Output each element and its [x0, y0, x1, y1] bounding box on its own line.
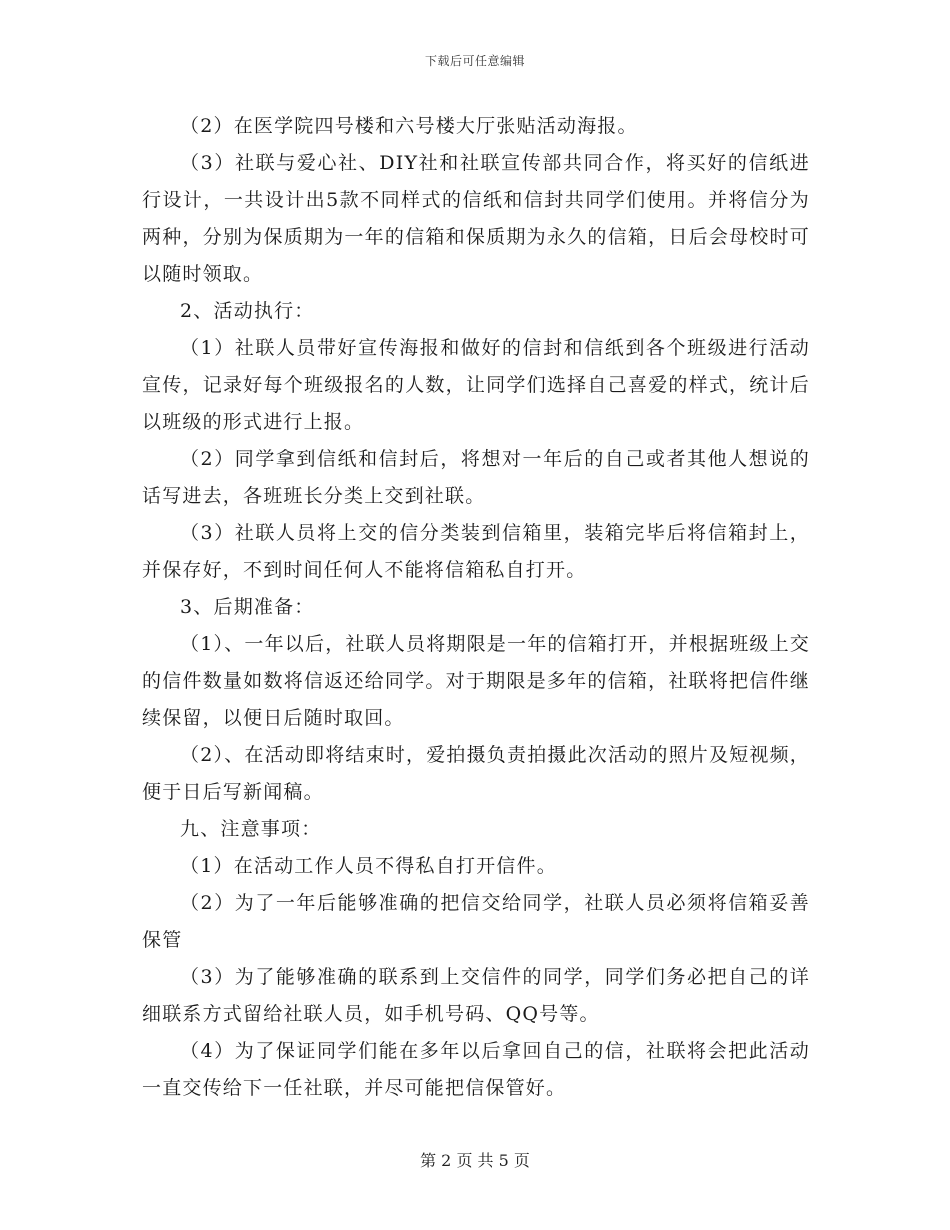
page-header: 下载后可任意编辑 — [424, 54, 525, 68]
document-body — [142, 108, 810, 1107]
paragraph: （4）为了保证同学们能在多年以后拿回自己的信，社联将会把此活动一直交传给下一任社联，并尽可能把信保管好。 — [142, 1040, 810, 1099]
paragraph: （3）社联人员将上交的信分类装到信箱里，装箱完毕后将信箱封上，并保存好，不到时间任何人不能将信箱私自打开。 — [142, 522, 810, 581]
paragraph: （1）社联人员带好宣传海报和做好的信封和信纸到各个班级进行活动宣传，记录好每个班级报名的人数，让同学们选择自己喜爱的样式，统计后以班级的形式进行上报。 — [142, 337, 810, 433]
section-heading: 九、注意事项： — [180, 818, 322, 840]
page-number: 第 2 页 共 5 页 — [420, 1151, 530, 1170]
paragraph: （2）、在活动即将结束时，爱拍摄负责拍摄此次活动的照片及短视频，便于日后写新闻稿。 — [142, 744, 810, 803]
paragraph: （2）同学拿到信纸和信封后，将想对一年后的自己或者其他人想说的话写进去，各班班长分类上交到社联。 — [142, 448, 810, 507]
paragraph: （1）在活动工作人员不得私自打开信件。 — [180, 855, 557, 877]
section-heading: 2、活动执行： — [180, 300, 315, 322]
paragraph: （1）、一年以后，社联人员将期限是一年的信箱打开，并根据班级上交的信件数量如数将信返还给同学。对于期限是多年的信箱，社联将把信件继续保留，以便日后随时取回。 — [142, 633, 810, 729]
paragraph: （2）为了一年后能够准确的把信交给同学，社联人员必须将信箱妥善保管 — [142, 892, 810, 951]
paragraph: （3）社联与爱心社、DIY社和社联宣传部共同合作，将买好的信纸进行设计，一共设计出5款不同样式的信纸和信封共同学们使用。并将信分为两种，分别为保质期为一年的信箱和保质期为永久的信箱，日后会母校时可以随时领取。 — [142, 152, 810, 285]
paragraph: （2）在医学院四号楼和六号楼大厅张贴活动海报。 — [180, 115, 638, 137]
section-heading: 3、后期准备： — [180, 596, 315, 618]
paragraph: （3）为了能够准确的联系到上交信件的同学，同学们务必把自己的详细联系方式留给社联人员，如手机号码、QQ号等。 — [142, 966, 810, 1025]
